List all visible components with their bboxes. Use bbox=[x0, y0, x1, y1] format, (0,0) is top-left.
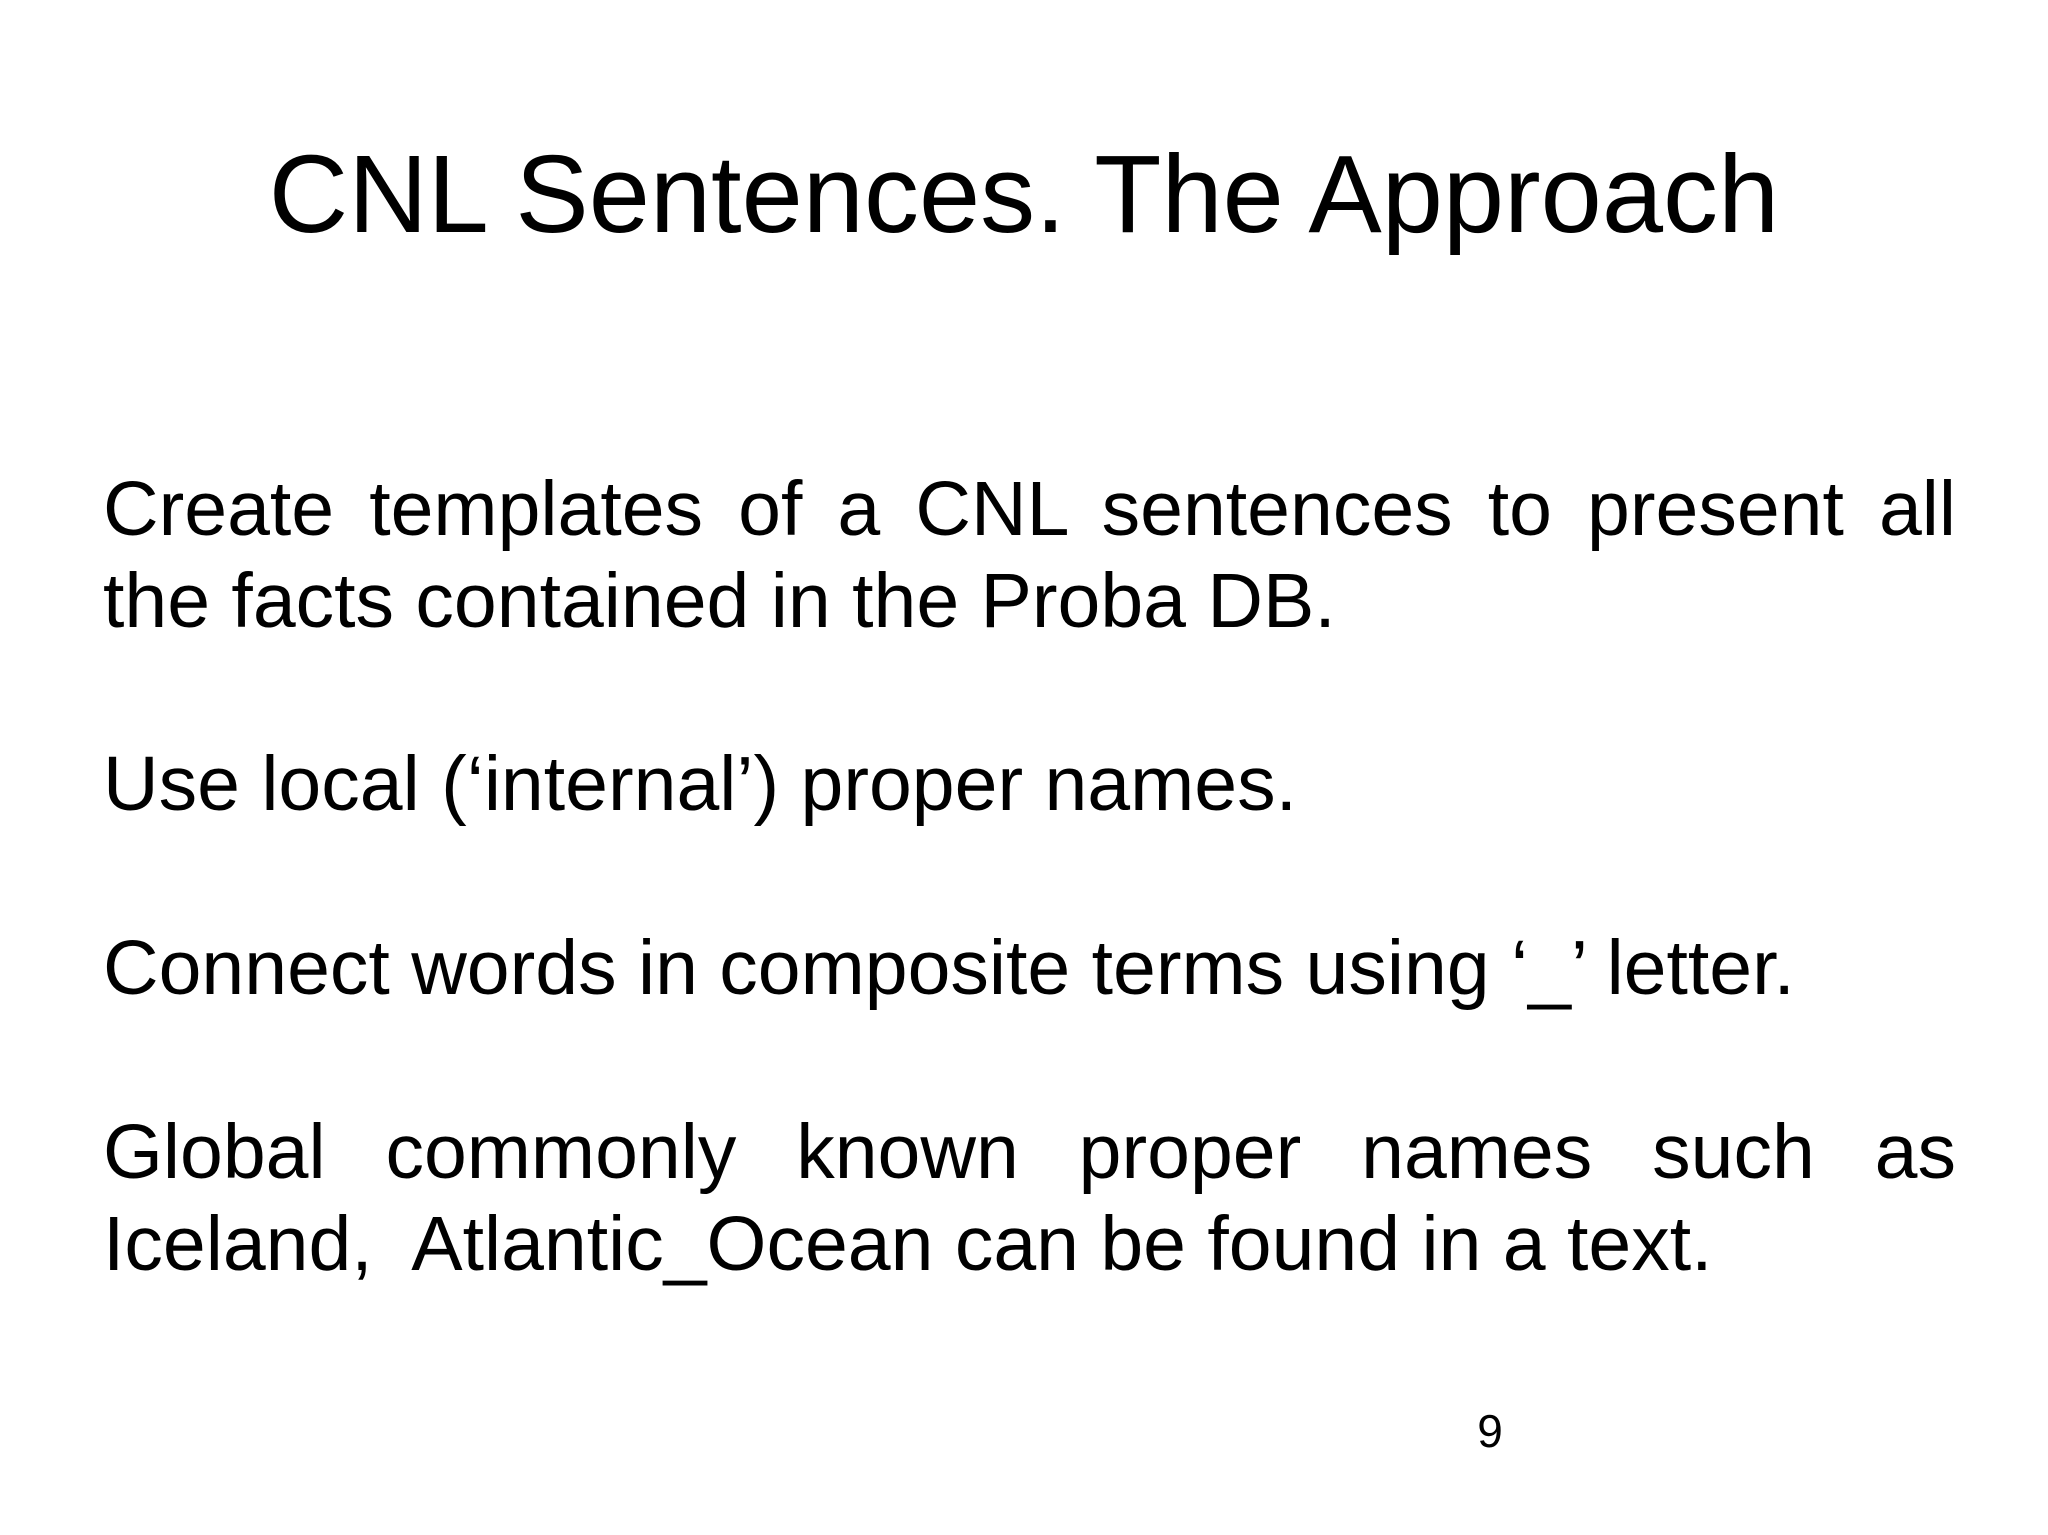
page-number: 9 bbox=[1477, 1405, 1503, 1457]
paragraph-composite-terms: Connect words in composite terms using ‘_’ letter. bbox=[103, 925, 1795, 1011]
paragraph-global-names: Global commonly known proper names such as Iceland, Atlantic_Ocean can be found in a text. bbox=[103, 1109, 1978, 1287]
paragraph-templates: Create templates of a CNL sentences to present all the facts contained in the Proba DB. bbox=[103, 466, 1956, 644]
paragraph-local-names: Use local (‘internal’) proper names. bbox=[103, 741, 1297, 827]
slide-title: CNL Sentences. The Approach bbox=[268, 133, 1780, 256]
